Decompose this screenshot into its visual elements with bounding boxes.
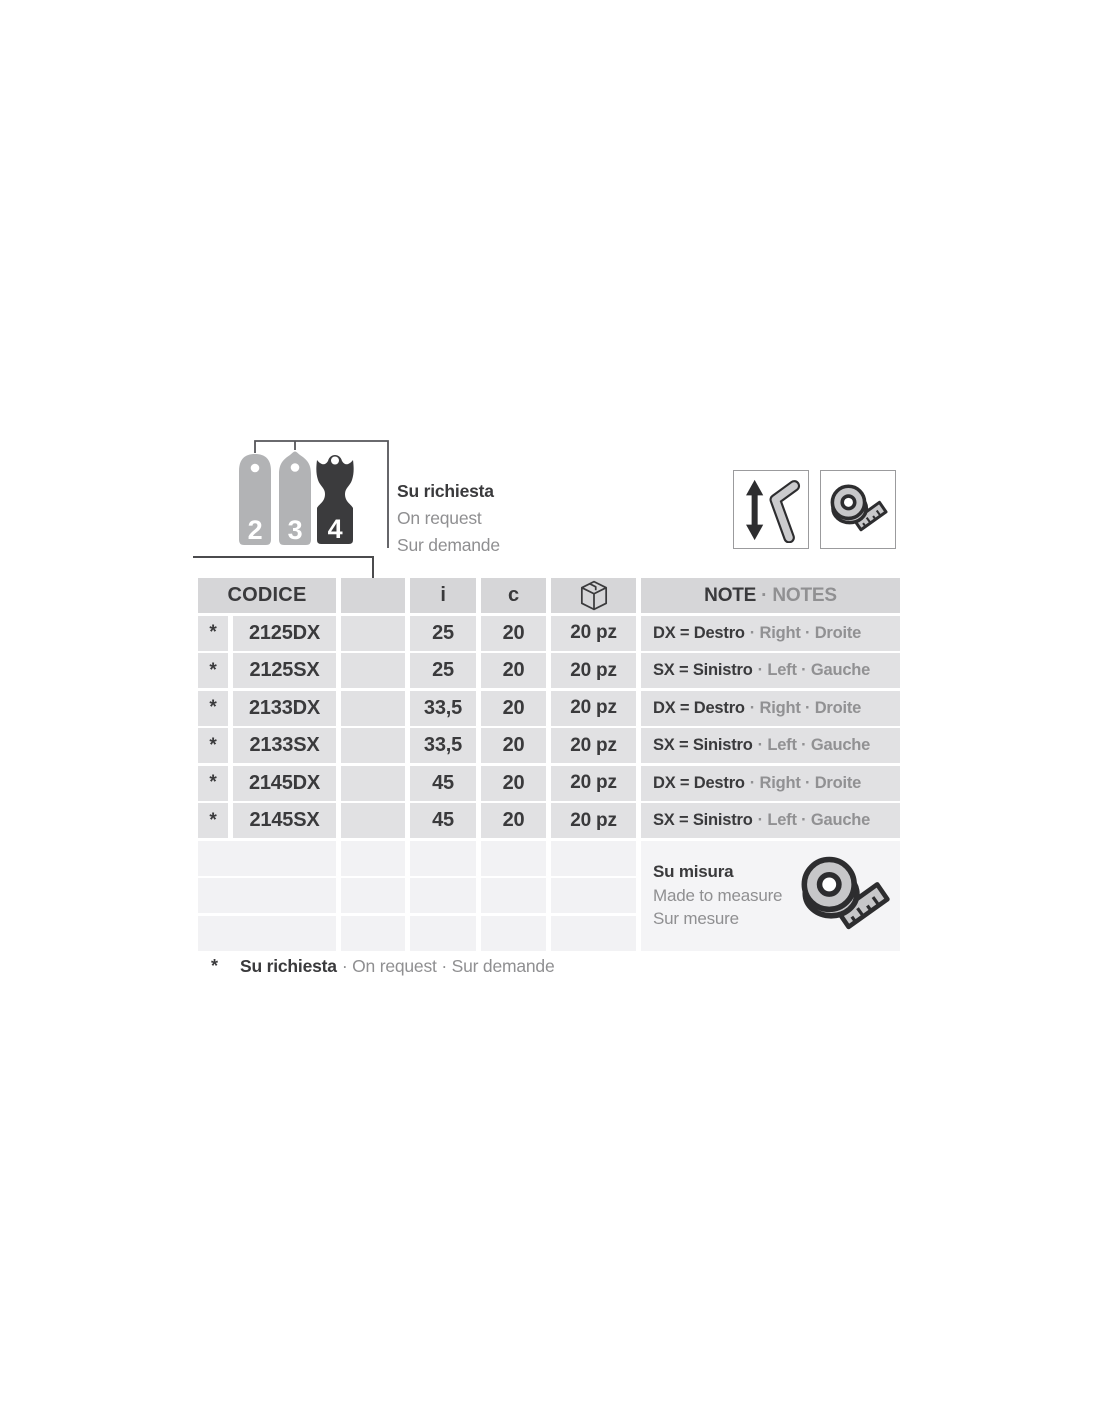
empty-cell <box>410 841 476 876</box>
note-bold: DX = Destro <box>653 698 745 717</box>
variant-cell <box>341 803 405 838</box>
header-c: c <box>481 578 546 613</box>
i-cell: 25 <box>410 616 476 651</box>
star-cell: * <box>198 728 228 763</box>
shape-variant-2 <box>237 452 273 547</box>
variant-cell <box>341 616 405 651</box>
header-note-dark: NOTE <box>704 584 757 606</box>
qty-cell: 20 pz <box>551 691 636 726</box>
empty-cell <box>410 878 476 913</box>
variant-cell <box>341 653 405 688</box>
star-cell: * <box>198 653 228 688</box>
variant-cell <box>341 728 405 763</box>
empty-cell <box>551 916 636 951</box>
made-to-measure-it: Su misura <box>653 862 734 882</box>
footnote-translations: · On request · Sur demande <box>341 956 555 976</box>
shape-hole <box>291 463 300 472</box>
empty-code-cell <box>198 916 336 951</box>
code-cell: 2133SX <box>233 728 336 763</box>
code-cell: 2125DX <box>233 616 336 651</box>
header-codice: CODICE <box>198 578 336 613</box>
height-adjust-allen-key-icon <box>740 477 802 543</box>
shape-number: 2 <box>247 515 263 545</box>
shape-hole <box>251 464 260 473</box>
qty-cell: 20 pz <box>551 653 636 688</box>
note-gray: · Right · Droite <box>749 773 862 792</box>
note-gray: · Left · Gauche <box>757 736 871 754</box>
code-cell: 2145SX <box>233 803 336 838</box>
measuring-tape-icon <box>827 482 889 537</box>
note-cell <box>641 653 900 688</box>
star-cell: * <box>198 766 228 801</box>
note-bold: SX = Sinistro <box>653 661 753 679</box>
note-cell <box>641 728 900 763</box>
empty-cell <box>341 916 405 951</box>
footnote <box>211 956 555 977</box>
empty-cell <box>481 916 546 951</box>
empty-code-cell <box>198 878 336 913</box>
measuring-tape-icon <box>796 853 892 938</box>
made-to-measure-text <box>653 860 782 931</box>
shape-variant-3 <box>277 450 313 547</box>
header-package <box>551 578 636 613</box>
note-gray: · Right · Droite <box>749 698 862 717</box>
note-gray: · Right · Droite <box>749 623 862 642</box>
c-cell: 20 <box>481 803 546 838</box>
note-bold: SX = Sinistro <box>653 736 753 754</box>
header-note-gray: · NOTES <box>761 584 837 606</box>
request-note-it: Su richiesta <box>397 481 494 501</box>
note-cell <box>641 766 900 801</box>
i-cell: 25 <box>410 653 476 688</box>
i-cell: 45 <box>410 766 476 801</box>
empty-cell <box>341 841 405 876</box>
code-cell: 2133DX <box>233 691 336 726</box>
made-to-measure-fr: Sur mesure <box>653 909 739 929</box>
empty-code-cell <box>198 841 336 876</box>
qty-cell: 20 pz <box>551 766 636 801</box>
carton-box-icon <box>578 579 610 612</box>
qty-cell: 20 pz <box>551 616 636 651</box>
empty-cell <box>410 916 476 951</box>
note-gray: · Left · Gauche <box>757 661 871 679</box>
footnote-it: Su richiesta <box>240 956 337 976</box>
i-cell: 45 <box>410 803 476 838</box>
request-note-en: On request <box>397 508 482 528</box>
c-cell: 20 <box>481 653 546 688</box>
empty-cell <box>551 841 636 876</box>
request-note-fr: Sur demande <box>397 535 500 555</box>
empty-cell <box>481 878 546 913</box>
qty-cell: 20 pz <box>551 803 636 838</box>
note-cell <box>641 691 900 726</box>
c-cell: 20 <box>481 616 546 651</box>
c-cell: 20 <box>481 766 546 801</box>
shape-number: 3 <box>287 515 303 545</box>
star-cell: * <box>198 691 228 726</box>
height-adjustment-icon-box <box>733 470 809 549</box>
empty-cell <box>481 841 546 876</box>
c-cell: 20 <box>481 728 546 763</box>
on-request-note <box>397 478 500 559</box>
star-cell: * <box>198 803 228 838</box>
product-table <box>198 578 900 951</box>
variant-cell <box>341 766 405 801</box>
variant-cell <box>341 691 405 726</box>
note-cell <box>641 616 900 651</box>
header-variant-bullet <box>341 578 405 613</box>
made-to-measure-en: Made to measure <box>653 885 783 905</box>
i-cell: 33,5 <box>410 691 476 726</box>
made-to-measure-cell <box>641 841 900 951</box>
code-cell: 2145DX <box>233 766 336 801</box>
header-note <box>641 578 900 613</box>
i-cell: 33,5 <box>410 728 476 763</box>
c-cell: 20 <box>481 691 546 726</box>
note-cell <box>641 803 900 838</box>
shape-variant-4 <box>315 450 355 547</box>
note-bold: DX = Destro <box>653 773 745 792</box>
code-cell: 2125SX <box>233 653 336 688</box>
shape-hole <box>331 457 339 465</box>
measuring-tape-icon-box <box>820 470 896 549</box>
note-bold: SX = Sinistro <box>653 811 753 829</box>
shape-number: 4 <box>327 514 343 544</box>
note-bold: DX = Destro <box>653 623 745 642</box>
empty-cell <box>551 878 636 913</box>
header-i: i <box>410 578 476 613</box>
footnote-star: * <box>211 956 218 976</box>
empty-cell <box>341 878 405 913</box>
note-gray: · Left · Gauche <box>757 811 871 829</box>
qty-cell: 20 pz <box>551 728 636 763</box>
star-cell: * <box>198 616 228 651</box>
